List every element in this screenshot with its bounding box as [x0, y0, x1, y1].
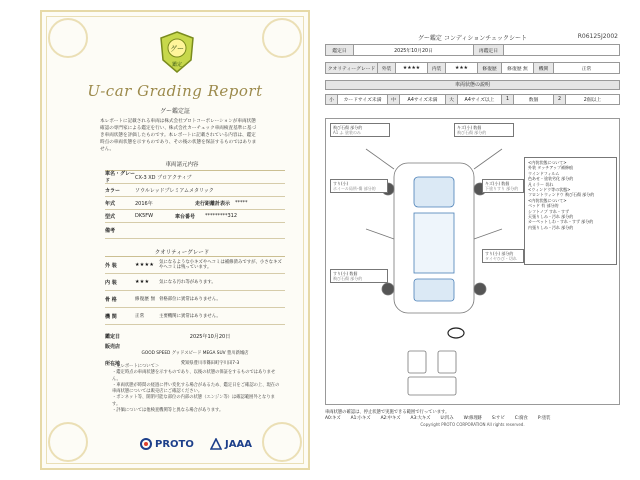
quality-text: 気になるような小キズやヘコミは補修済みですが、小さなキズやヘコミは残っています。	[159, 259, 282, 270]
table-row	[105, 210, 285, 223]
shop-value: GOOD SPEED グッドスピード MEGA SUV 豊川新城店	[141, 351, 249, 356]
date-label: 鑑定日	[105, 333, 121, 340]
table-row	[105, 171, 285, 184]
size-a4-over: A4サイズ以上	[458, 95, 502, 104]
section-title: 車両状態の説明	[325, 80, 620, 90]
size-medium: 中	[388, 95, 400, 104]
shop-label: 販売店	[105, 343, 121, 350]
damage-note: すり(小) 部分的 タイヤひび・切れ	[482, 249, 524, 263]
proto-logo	[140, 438, 194, 450]
table-row	[105, 197, 285, 210]
exterior-label: 外装	[378, 63, 396, 73]
dealer-info	[105, 331, 285, 368]
size-card: カードサイズ未満	[338, 95, 388, 104]
quality-text: 主要機関に異常はありません。	[159, 314, 221, 319]
level-2: 2個以上	[583, 98, 602, 103]
damage-note: すり(小) 数個 飛び石傷 部分的	[330, 269, 388, 283]
note-line: ＜免レポートについて＞	[112, 364, 160, 369]
level-1: 数個	[514, 95, 554, 104]
damage-note: キズ(小) 数個 下塗りすり 部分的	[482, 179, 524, 193]
chassis-label: 車台番号	[175, 213, 196, 220]
date-row	[325, 44, 620, 56]
grade-codes: A0:キズ A1:小キズ A2:中キズ A3:大キズ U:凹み W:修理跡 S:サビ C:腐食 P:塗装	[325, 416, 551, 421]
footer-lead: 車両状態の確認は、停止状態で実施できる範囲で行っています。	[325, 410, 450, 415]
size-small: 小	[326, 95, 338, 104]
interior-stars: ★★★	[446, 63, 478, 73]
quality-section-heading: クオリティーグレード	[154, 250, 210, 256]
grade-label: クオリティーグレード	[326, 63, 378, 73]
quality-row-exterior	[105, 257, 285, 274]
note-line: ・車両状態が時間の経過に伴い変化する場合があるため、鑑定日をご確認の上、現在の車両状態については販売店にご確認ください。	[112, 382, 280, 395]
date-label: 鑑定日	[326, 45, 354, 55]
table-row	[105, 184, 285, 197]
star-rating: ★★★★	[135, 262, 155, 268]
jaaa-mark-icon	[210, 438, 222, 450]
proto-mark-icon	[140, 438, 152, 450]
condition-legend: <内装状態について> 外装 タッチアップ補修痕 ウインドフィルム 色あせ・塗装劣化 部分的 凡ミラー 切れ <ウィンドウ等の状態> フロントウィンドウ 飛び石傷 部分的 <内装状態について> ベッド 有 部分的 シフトノブ すれ・すず 天張りしみ・汚れ 部分的 カーペットしわ・すれ・すず 部分的 内張りしみ・汚れ 部分的	[524, 157, 617, 265]
table-row	[105, 223, 285, 239]
model-code-value: DK5FW	[135, 213, 154, 219]
table-row	[105, 348, 285, 358]
quality-label: 機 関	[105, 313, 117, 320]
repair-value: 修復歴 無	[502, 63, 534, 73]
model-value: CX-3 XD プロアクティブ	[135, 174, 192, 181]
certificate-intro: 本レポートに記載される車両は株式会社プロトコーポレーションが車両状態確認の専門家による鑑定を行い、株式会社カーチェック車両検査基準に基づき車両状態を評価したものです。本レポートに記載されている内容は、鑑定時点の車両状態を示すものであり、その後の状態を保証するものではありません。	[100, 119, 257, 152]
engine-label: 機関	[534, 63, 554, 73]
jaaa-logo	[210, 438, 252, 450]
certificate-subtitle: グー鑑定証	[159, 108, 190, 115]
quality-text: 気になる汚れ等があります。	[159, 280, 216, 285]
damage-note: すり(小) ホイール局所-傷 部分的	[330, 179, 388, 193]
chassis-value: *********312	[205, 213, 238, 219]
engine-value: 正常	[581, 66, 592, 72]
jaaa-brand-name: JAAA	[225, 438, 252, 450]
mileage-label: 走行距離計表示	[195, 200, 231, 207]
badge-subtext: 鑑定	[171, 62, 183, 68]
size-legend-row: 小 カードサイズ未満 中 A4サイズ未満 大 A4サイズ以上 1 数個 2 2個以上	[325, 94, 620, 105]
note-line: ・ボンネット等、開閉可能な部位の内部の状態（エンジン等）は確認範囲外となります。	[112, 395, 275, 407]
vehicle-table	[105, 170, 285, 239]
decorative-swirl	[48, 18, 88, 58]
decorative-swirl	[262, 422, 302, 462]
certificate-notes	[112, 364, 282, 414]
model-label: 車名・グレード	[105, 171, 136, 184]
badge-text: グー	[170, 45, 184, 53]
quality-label: 外 装	[105, 262, 117, 269]
goo-kantei-badge-icon	[157, 30, 197, 74]
quality-table	[105, 256, 285, 325]
copyright: Copyright PROTO CORPORATION All rights reserved.	[420, 422, 525, 427]
date-value: 2025年10月20日	[354, 45, 474, 55]
remarks-label: 備考	[105, 228, 116, 234]
mileage-value: *****	[235, 200, 248, 206]
reinspection-value	[504, 45, 619, 55]
interior-label: 内装	[428, 63, 446, 73]
quality-label: 骨 格	[105, 296, 117, 303]
size-large: 大	[446, 95, 458, 104]
date-value: 2025年10月20日	[189, 333, 231, 340]
damage-note: 飛び石傷 部分的 A1 ふ 塗装のみ	[330, 123, 390, 137]
color-value: ソウルレッドプレミアムメタリック	[135, 187, 214, 194]
star-rating: ★★★	[135, 279, 150, 285]
quality-row-interior	[105, 274, 285, 291]
note-line: ・評価については他検査機関等と異なる場合があります。	[112, 408, 224, 414]
quality-row-engine	[105, 308, 285, 325]
address-value: 愛知県豊川市篠田町字川田7-3	[180, 361, 240, 366]
size-a4: A4サイズ未満	[400, 95, 446, 104]
quality-text: 骨格部位に異常はありません。	[159, 297, 221, 302]
exterior-stars: ★★★★	[396, 63, 428, 73]
proto-brand-name: PROTO	[155, 438, 194, 450]
decorative-swirl	[262, 18, 302, 58]
color-label: カラー	[105, 187, 121, 194]
grade-row	[325, 62, 620, 74]
model-code-label: 型式	[105, 213, 116, 220]
engine-status: 正常	[135, 314, 145, 319]
reinspection-label: 再鑑定日	[474, 45, 504, 55]
year-label: 年式	[105, 200, 116, 207]
decorative-swirl	[48, 422, 88, 462]
vehicle-damage-diagram	[325, 118, 620, 405]
quality-label: 内 装	[105, 279, 117, 286]
vehicle-section-heading: 車両諸元内容	[165, 162, 199, 168]
damage-note: キズ(小) 数個 飛び石傷 部分的	[454, 123, 514, 137]
address-label: 所在地	[105, 360, 121, 367]
sheet-title: グー鑑定 コンディションチェックシート	[417, 35, 528, 42]
quality-row-frame	[105, 291, 285, 308]
repair-history: 修復歴 無	[135, 297, 156, 302]
certificate-title: U-car Grading Report	[87, 82, 263, 100]
repair-label: 修復歴	[478, 63, 502, 73]
note-line: ・鑑定時点の車両状態を示すものであり、以後の状態の保証をするものではありません。	[112, 370, 276, 382]
grading-certificate	[40, 10, 310, 470]
sheet-footer	[325, 410, 620, 422]
document-id: R06125J2002	[577, 33, 618, 40]
table-row	[105, 331, 285, 341]
year-value: 2016年	[135, 200, 153, 207]
condition-check-sheet	[325, 28, 620, 468]
